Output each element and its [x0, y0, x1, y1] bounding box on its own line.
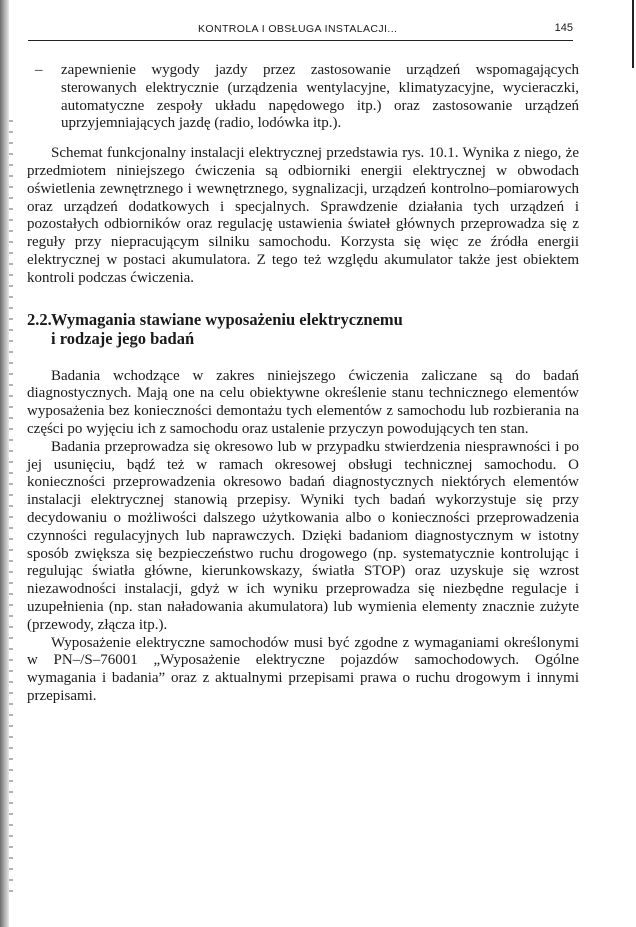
- running-title: KONTROLA I OBSŁUGA INSTALACJI...: [198, 23, 398, 35]
- section-heading: [27, 310, 579, 348]
- page-header: [28, 20, 573, 41]
- section-title-line-1: Wymagania stawiane wyposażeniu elektrycznemu: [51, 309, 403, 329]
- paragraph-schemat: Schemat funkcjonalny instalacji elektrycznej przedstawia rys. 10.1. Wynika z niego, że przedmiotem niniejszego ćwiczenia są odbiorniki energii elektrycznej w obwodach oświetlenia zewnętrznego i wewnętrznego, sygnalizacji, urządzeń kontrolno–pomiarowych oraz urządzeń dodatkowych i specjalnych. Sprawdzenie działania tych urządzeń i pozostałych odbiorników oraz regulację ustawienia świateł głównych przeprowadza się z reguły przy niepracującym silniku samochodu. Korzysta się więc ze źródła energii elektrycznej w postaci akumulatora. Z tego też względu akumulator także jest obiektem kontroli podczas ćwiczenia.: [27, 145, 579, 286]
- section-title-line-2: i rodzaje jego badań: [51, 328, 195, 348]
- page-number: 145: [554, 22, 573, 34]
- paragraph-wyposazenie: Wyposażenie elektryczne samochodów musi być zgodne z wymaganiami określonymi w PN–/S–76001 „Wyposażenie elektryczne pojazdów samochodowych. Ogólne wymagania i badania” oraz z aktualnymi przepisami prawa o ruchu drogowym i innymi przepisami.: [27, 634, 579, 704]
- page-body: [27, 62, 579, 706]
- scan-binding-marks: [9, 120, 13, 900]
- section-number: 2.2.: [27, 309, 52, 329]
- paragraph-badania-okresowe: Badania przeprowadza się okresowo lub w przypadku stwierdzenia niesprawności i po jej usunięciu, bądź też w ramach okresowej obsługi technicznej samochodu. O konieczności przeprowadzenia okresowo badań diagnostycznych niektórych elementów instalacji elektrycznej stanowią przepisy. Wyniki tych badań wykorzystuje się przy decydowaniu o możliwości dalszego użytkowania albo o konieczności przeprowadzenia czynności regulacyjnych lub naprawczych. Dzięki badaniom diagnostycznym w istotny sposób zwiększa się bezpieczeństwo ruchu drogowego (np. systematycznie kontrolując i regulując światła główne, kierunkowskazy, światła STOP) oraz uzyskuje się wzrost niezawodności instalacji, gdyż w ich wyniku przeprowadza się niezbędne regulacje i uzupełnienia (np. stan naładowania akumulatora) lub wymienia elementy znacznie zużyte (przewody, złącza itp.).: [27, 438, 579, 633]
- scan-right-mark: [632, 0, 634, 68]
- bullet-text: zapewnienie wygody jazdy przez zastosowanie urządzeń wspomagających sterowanych elektrycznie (urządzenia wentylacyjne, klimatyzacyjne, wycieraczki, automatyczne zespoły układu napędowego itp.) oraz zastosowanie urządzeń uprzyjemniających jazdę (radio, lodówka itp.).: [61, 62, 579, 132]
- bullet-item: [27, 62, 579, 133]
- paragraph-badania-diagnostyczne: Badania wchodzące w zakres niniejszego ćwiczenia zaliczane są do badań diagnostycznych. Mają one na celu obiektywne określenie stanu technicznego elementów wyposażenia bez konieczności demontażu tych elementów z samochodu lub rozbierania na części po wyjęciu ich z samochodu oraz ustalenie przyczyn powodujących ten stan.: [27, 367, 579, 437]
- scan-shadow-edge: [0, 0, 9, 927]
- bullet-dash: –: [35, 62, 43, 78]
